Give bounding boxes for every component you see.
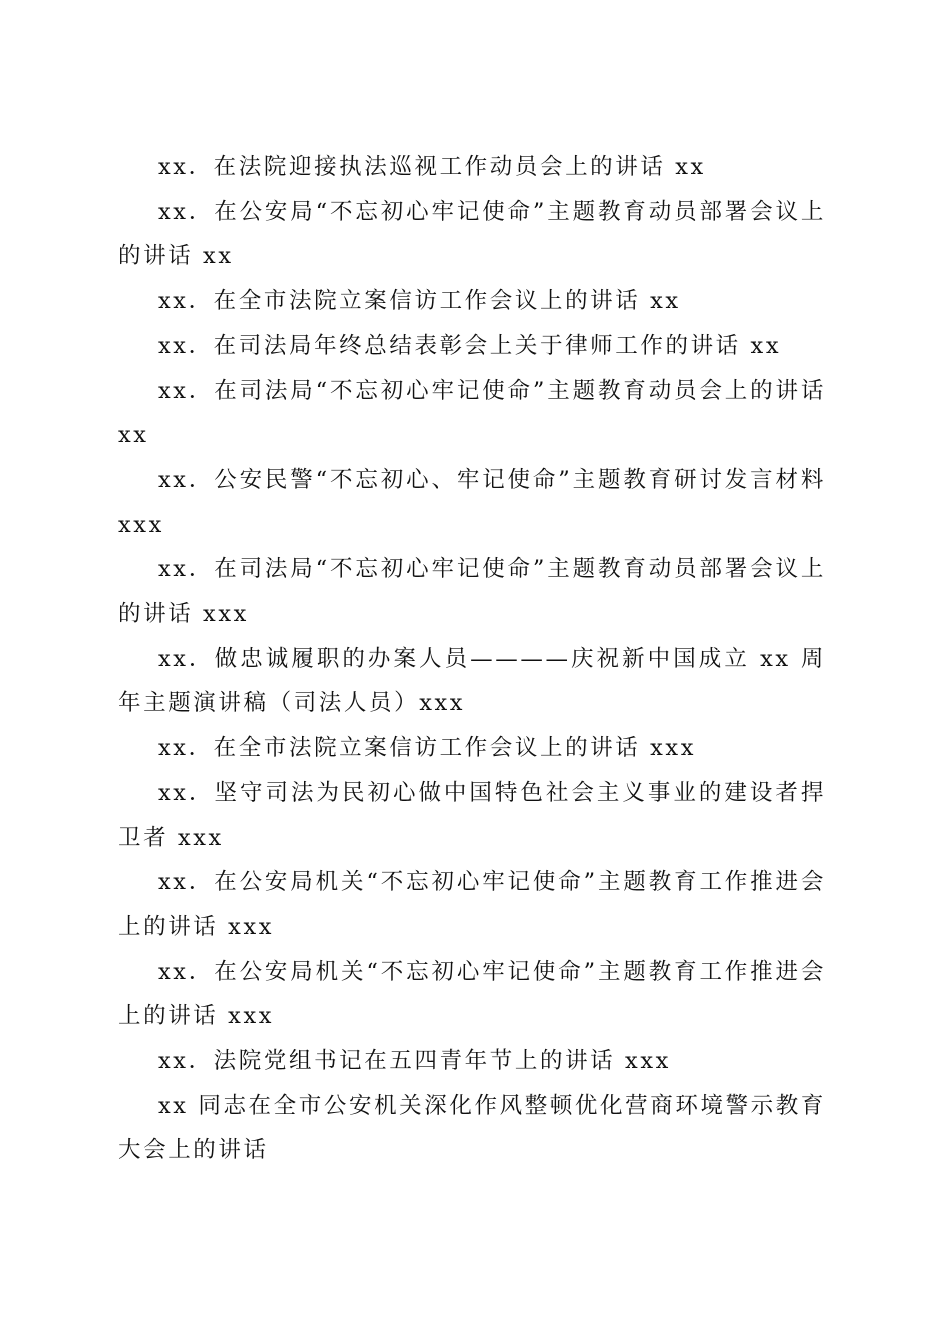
list-item: xx．在全市法院立案信访工作会议上的讲话 xx [158, 288, 681, 315]
list-item: xx．在司法局“不忘初心牢记使命”主题教育动员部署会议上的讲话 xxx [118, 556, 826, 628]
list-item: xx．在全市法院立案信访工作会议上的讲话 xxx [158, 735, 696, 762]
list-item: xx．法院党组书记在五四青年节上的讲话 xxx [158, 1048, 671, 1075]
list-item: xx．在公安局机关“不忘初心牢记使命”主题教育工作推进会上的讲话 xxx [118, 958, 826, 1030]
list-item: xx．在法院迎接执法巡视工作动员会上的讲话 xx [158, 154, 706, 180]
list-item: xx．坚守司法为民初心做中国特色社会主义事业的建设者捍卫者 xxx [118, 779, 826, 851]
document-body [118, 145, 826, 1173]
list-item: xx．在公安局“不忘初心牢记使命”主题教育动员部署会议上的讲话 xx [118, 198, 826, 270]
list-item: xx．在司法局年终总结表彰会上关于律师工作的讲话 xx [158, 332, 782, 359]
list-item: xx．在公安局机关“不忘初心牢记使命”主题教育工作推进会上的讲话 xxx [118, 869, 826, 940]
list-item: xx．在司法局“不忘初心牢记使命”主题教育动员会上的讲话 xx [118, 377, 826, 449]
list-item: xx．公安民警“不忘初心、牢记使命”主题教育研讨发言材料 xxx [118, 466, 826, 538]
list-item: xx 同志在全市公安机关深化作风整顿优化营商环境警示教育大会上的讲话 [118, 1092, 826, 1164]
list-item: xx．做忠诚履职的办案人员————庆祝新中国成立 xx 周年主题演讲稿（司法人员）xxx [118, 645, 826, 717]
